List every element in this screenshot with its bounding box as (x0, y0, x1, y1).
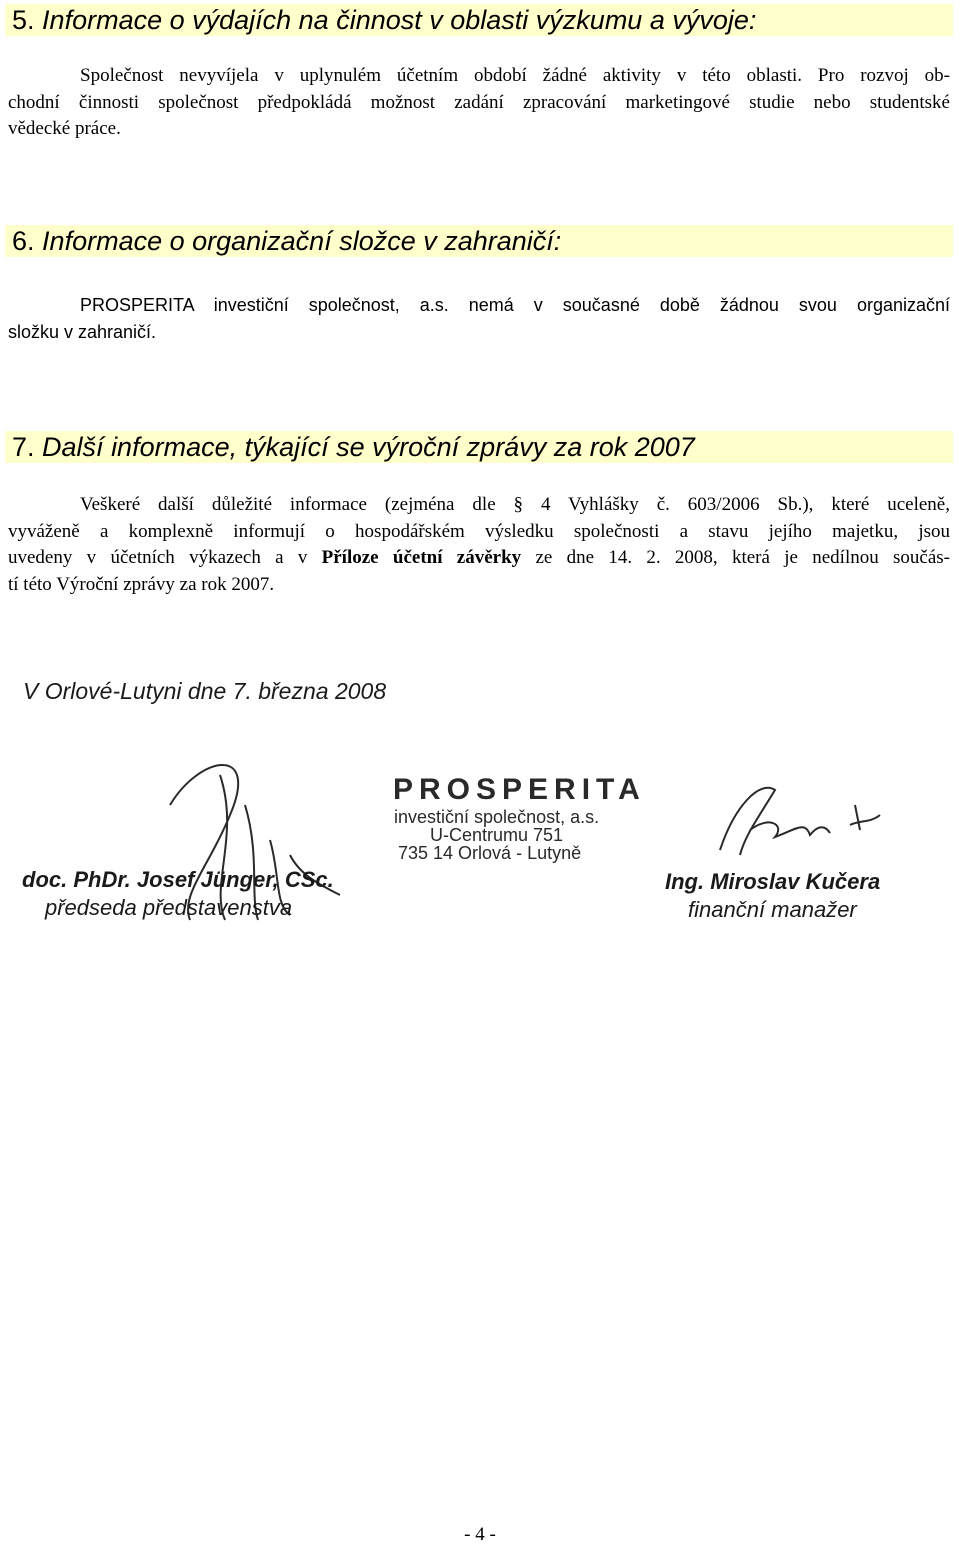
right-signatory-name: Ing. Miroslav Kučera (665, 869, 881, 894)
section-7-title: Další informace, týkající se výroční zprávy za rok 2007 (42, 432, 695, 462)
section-7-paragraph (8, 492, 950, 598)
attachment-reference: Příloze účetní závěrky (321, 547, 522, 568)
inline-text: ze dne 14. 2. 2008, která je nedílnou součás- (521, 547, 950, 568)
section-6-number: 6. (12, 226, 35, 256)
section-6-paragraph (8, 292, 950, 345)
left-signatory-role: předseda představenstva (45, 895, 293, 920)
section-5-number: 5. (12, 5, 35, 35)
paragraph-line: složku v zahraničí. (8, 321, 157, 342)
stamp-line-3: 735 14 Orlová - Lutyně (398, 843, 582, 863)
paragraph-line: vědecké práce. (8, 118, 121, 139)
paragraph-line: tí této Výroční zprávy za rok 2007. (8, 573, 275, 595)
place-date: V Orlové-Lutyni dne 7. března 2008 (23, 678, 387, 704)
inline-text: uvedeny v účetních výkazech a v (8, 547, 322, 568)
right-signatory-role: finanční manažer (688, 897, 857, 922)
section-6-heading (12, 225, 952, 257)
signature-block (0, 645, 960, 965)
page-number: - 4 - (464, 1524, 496, 1545)
left-signatory-name: doc. PhDr. Josef Jünger, CSc. (22, 867, 334, 892)
section-7-number: 7. (12, 432, 35, 462)
section-5-paragraph (8, 63, 950, 143)
paragraph-line: Veškeré další důležité informace (zejména dle § 4 Vyhlášky č. 603/2006 Sb.), které uceleně, (80, 494, 950, 515)
section-5-heading (12, 4, 952, 36)
paragraph-line: vyváženě a komplexně informují o hospodářském výsledku společnosti a stavu jejího majetku, jsou (8, 520, 950, 542)
stamp-line-2: U-Centrumu 751 (430, 825, 564, 845)
section-5-title: Informace o výdajích na činnost v oblasti výzkumu a vývoje: (42, 5, 757, 35)
stamp-line-1: investiční společnost, a.s. (394, 807, 600, 827)
right-signature-image (700, 775, 890, 865)
paragraph-line (8, 545, 950, 572)
paragraph-line: PROSPERITA investiční společnost, a.s. nemá v současné době žádnou svou organizační (80, 295, 950, 315)
paragraph-line: chodní činnosti společnost předpokládá možnost zadání zpracování marketingové studie nebo studentské (8, 91, 950, 113)
section-7-heading (12, 431, 952, 463)
stamp-brand: PROSPERITA (393, 773, 646, 806)
section-6-title: Informace o organizační složce v zahraničí: (42, 226, 562, 256)
paragraph-line: Společnost nevyvíjela v uplynulém účetním období žádné aktivity v této oblasti. Pro rozvoj ob- (80, 65, 950, 86)
